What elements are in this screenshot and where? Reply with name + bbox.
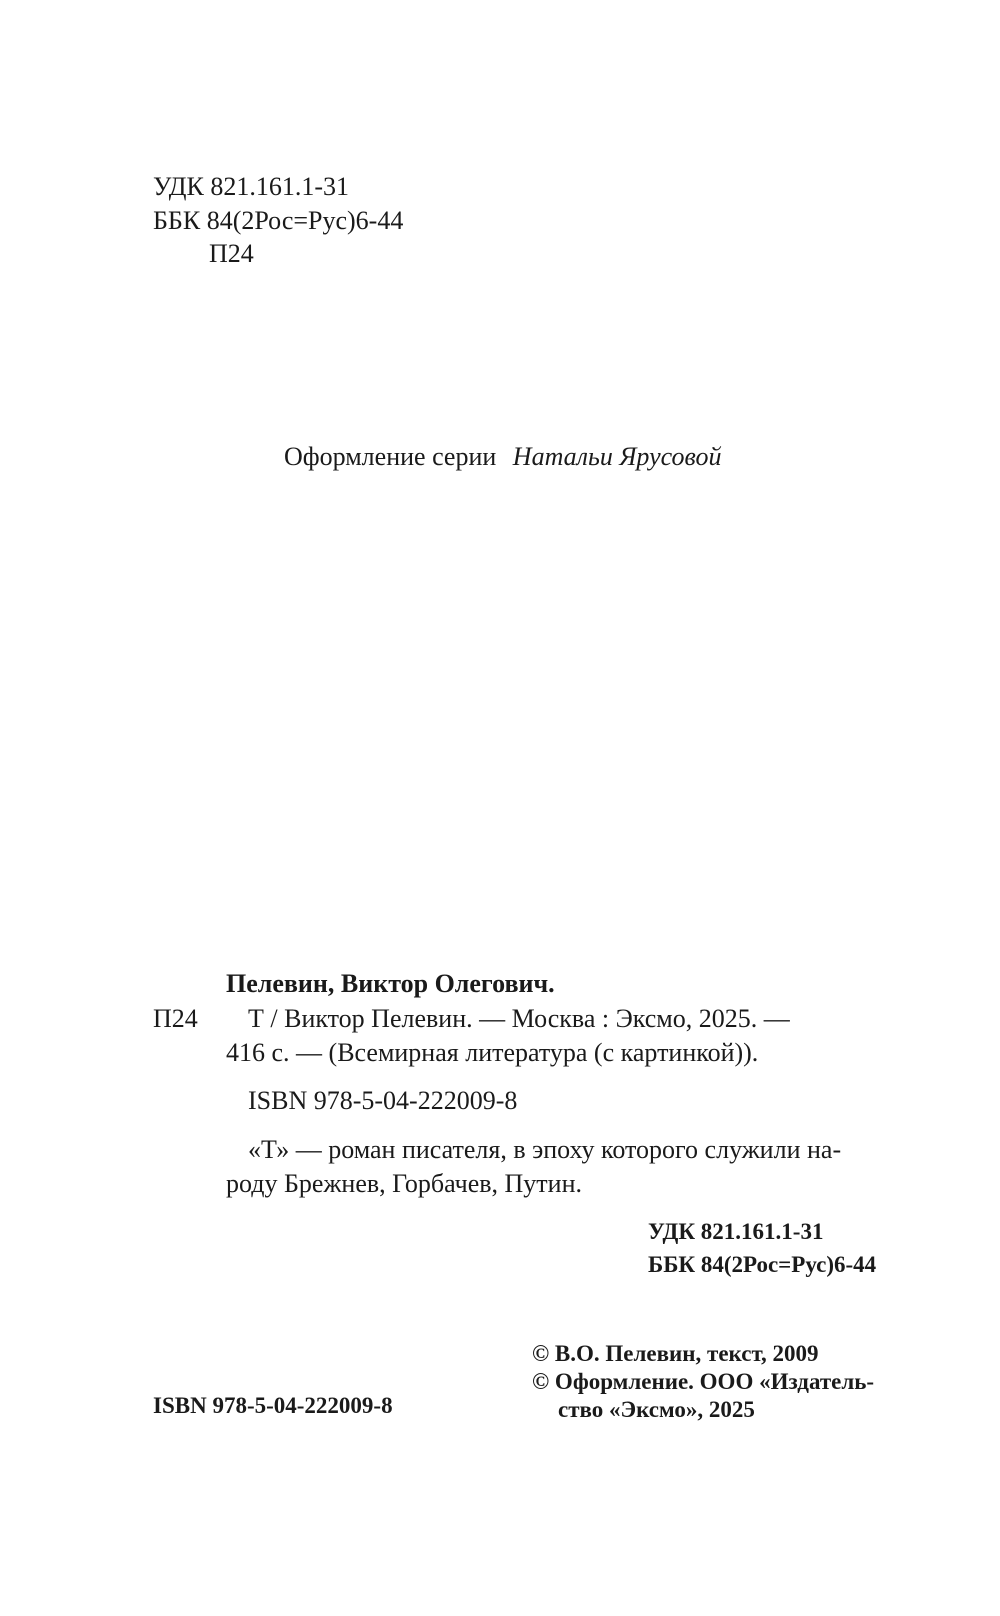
catalog-description-line-2: 416 с. — (Всемирная литература (с картинкой)). [226, 1038, 759, 1067]
catalog-description-line-1: Т / Виктор Пелевин. — Москва : Эксмо, 2025. — [248, 1004, 790, 1033]
catalog-author-mark: П24 [153, 1004, 198, 1033]
copyright-design-line-2: ство «Эксмо», 2025 [558, 1397, 755, 1422]
header-bbk: ББК 84(2Рос=Рус)6-44 [153, 206, 404, 235]
catalog-bbk: ББК 84(2Рос=Рус)6-44 [648, 1252, 877, 1277]
series-design-label: Оформление серии [284, 442, 497, 471]
catalog-author-heading: Пелевин, Виктор Олегович. [226, 969, 555, 998]
copyright-design-line-1: © Оформление. ООО «Издатель- [532, 1369, 875, 1394]
header-udk: УДК 821.161.1-31 [153, 172, 350, 201]
series-design-credit [284, 444, 721, 470]
catalog-annotation-line-2: роду Брежнев, Горбачев, Путин. [226, 1169, 582, 1198]
copyright-text: © В.О. Пелевин, текст, 2009 [532, 1341, 819, 1366]
series-designer-name: Натальи Ярусовой [512, 442, 722, 471]
footer-isbn: ISBN 978-5-04-222009-8 [153, 1393, 393, 1418]
catalog-udk: УДК 821.161.1-31 [648, 1219, 824, 1244]
catalog-isbn: ISBN 978-5-04-222009-8 [248, 1086, 518, 1115]
header-author-mark: П24 [209, 239, 254, 268]
catalog-annotation-line-1: «Т» — роман писателя, в эпоху которого служили на- [248, 1135, 842, 1164]
